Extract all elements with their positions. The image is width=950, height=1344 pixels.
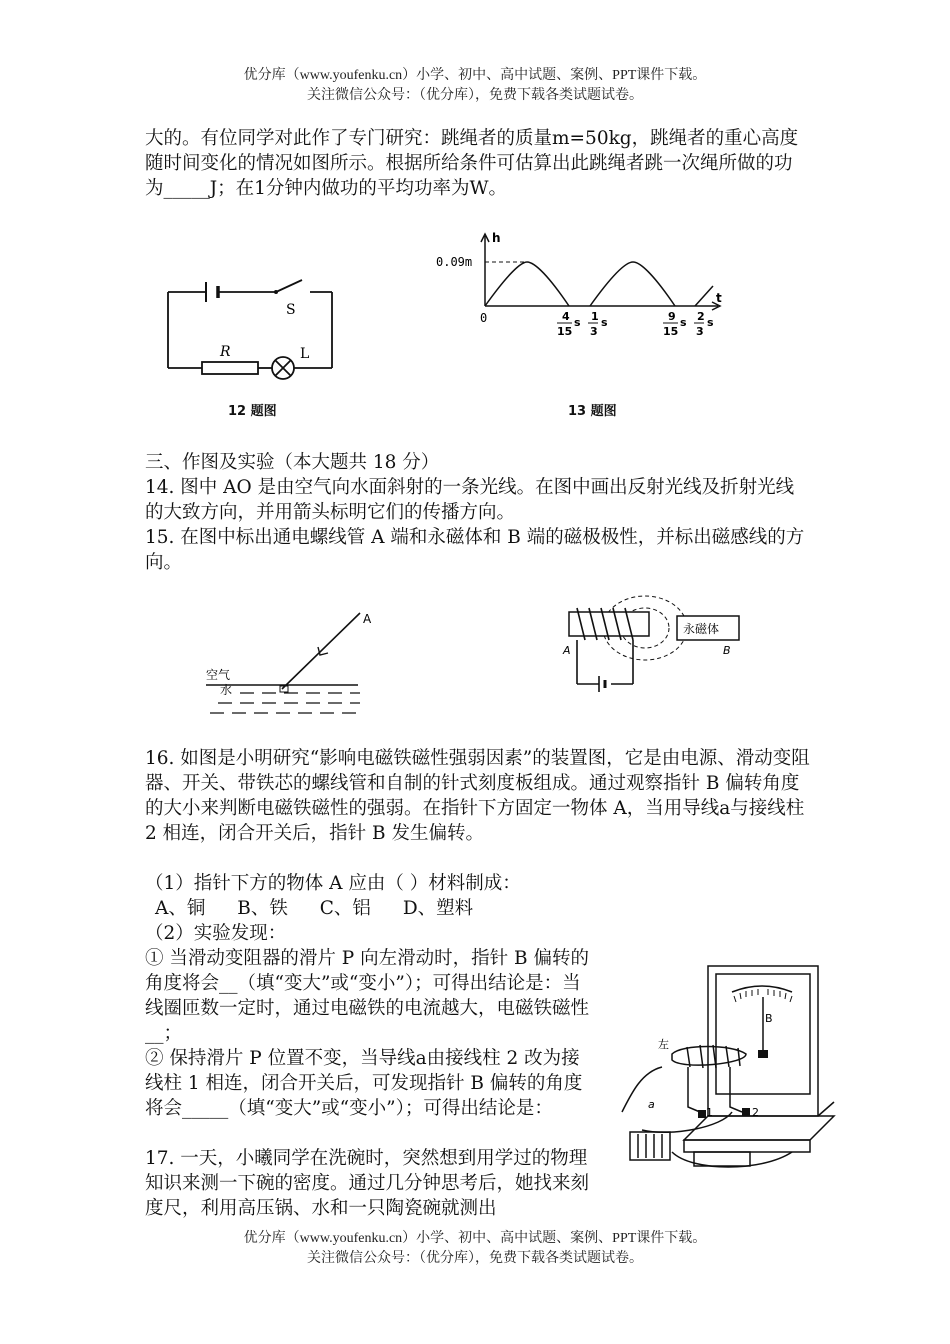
header-line-1: 优分库（www.youfenku.cn）小学、初中、高中试题、案例、PPT课件下载。	[243, 68, 707, 83]
terminal-1-label: 1	[706, 1106, 713, 1119]
section-3-title: 三、作图及实验（本大题共 18 分）	[145, 452, 440, 473]
axis-t-label: t	[716, 291, 722, 305]
tick-unit: s	[680, 316, 687, 329]
figure-14-light-ray	[200, 605, 370, 725]
figure-12-circuit	[160, 270, 345, 385]
figure-16-apparatus	[612, 962, 847, 1177]
page-header	[0, 66, 950, 106]
tick-den: 3	[696, 325, 704, 338]
footer-line-2: 关注微信公众号：（优分库），免费下载各类试题试卷。	[307, 1251, 643, 1266]
question-16-part-1: （1）指针下方的物体 A 应由（ ）材料制成：	[145, 873, 521, 894]
axis-h-label: h	[492, 231, 501, 245]
question-16-item-2: ② 保持滑片 P 位置不变，当导线a由接线柱 2 改为接线柱 1 相连，闭合开关后，可发现指针 B 偏转的角度将会_____（填“变大”或“变小”）；可得出结论是：	[145, 1048, 583, 1119]
question-16-part-2: （2）实验发现：	[145, 923, 287, 944]
figure-15-solenoid	[555, 588, 755, 723]
y-tick-label: 0.09m	[436, 255, 473, 269]
incident-ray	[282, 613, 360, 689]
tick-num: 1	[591, 310, 599, 323]
option-d: D、塑料	[402, 898, 474, 919]
label-air: 空气	[206, 668, 231, 682]
tick-unit: s	[601, 316, 608, 329]
figure-13-caption: 13 题图	[568, 404, 617, 419]
question-16-item-1: ① 当滑动变阻器的滑片 P 向左滑动时，指针 B 偏转的角度将会__（填“变大”或“变小”）；可得出结论是：当线圈匝数一定时，通过电磁铁的电流越大，电磁铁磁性__；	[145, 948, 590, 1044]
tick-9-15	[663, 310, 687, 338]
switch-label: S	[286, 302, 296, 318]
height-curve	[485, 262, 713, 306]
question-17-text: 17. 一天，小曦同学在洗碗时，突然想到用学过的物理知识来测一下碗的密度。通过几分钟思考后，她找来刻度尺，利用高压锅、水和一只陶瓷碗就测出	[145, 1148, 590, 1219]
question-15-text: 15. 在图中标出通电螺线管 A 端和永磁体和 B 端的磁极极性，并标出磁感线的方向。	[145, 527, 805, 573]
pointer-b-label: B	[765, 1012, 773, 1025]
question-16-options	[155, 896, 820, 921]
question-14-text: 14. 图中 AO 是由空气向水面斜射的一条光线。在图中画出反射光线及折射光线的大致方向，并用箭头标明它们的传播方向。	[145, 477, 795, 523]
tick-den: 15	[557, 325, 573, 338]
origin-label: 0	[480, 311, 488, 325]
tick-den: 15	[663, 325, 679, 338]
option-c: C、铝	[319, 898, 371, 919]
resistor-label: R	[220, 344, 231, 360]
tick-unit: s	[707, 316, 714, 329]
tick-4-15	[557, 310, 581, 338]
page-footer	[0, 1229, 950, 1269]
wire-a-label: a	[648, 1098, 655, 1111]
tick-2-3	[694, 310, 714, 338]
tick-num: 2	[697, 310, 705, 323]
header-line-2: 关注微信公众号：（优分库），免费下载各类试题试卷。	[307, 88, 643, 103]
tick-unit: s	[574, 316, 581, 329]
footer-line-1: 优分库（www.youfenku.cn）小学、初中、高中试题、案例、PPT课件下载。	[243, 1231, 707, 1246]
label-b: B	[723, 644, 731, 657]
label-a: A	[363, 612, 372, 626]
label-a: A	[563, 644, 571, 657]
figure-12-caption: 12 题图	[228, 404, 277, 419]
lamp-label: L	[300, 346, 310, 362]
label-water: 水	[220, 683, 233, 697]
question-16-intro: 16. 如图是小明研究“影响电磁铁磁性强弱因素”的装置图，它是由电源、滑动变阻器、开关、带铁芯的螺线管和自制的针式刻度板组成。通过观察指针 B 偏转角度的大小来判断电磁铁磁性的强弱。在指针下方固定一物体 A，当用导线a与接线柱 2 相连，闭合开关后，指针 B 发生偏转。	[145, 748, 810, 844]
tick-1-3	[588, 310, 608, 338]
tick-num: 9	[668, 310, 676, 323]
option-b: B、铁	[237, 898, 288, 919]
left-label: 左	[658, 1038, 669, 1051]
figure-13-graph	[430, 228, 730, 353]
option-a: A、铜	[155, 898, 206, 919]
terminal-2-label: 2	[752, 1106, 759, 1119]
tick-den: 3	[590, 325, 598, 338]
magnet-label: 永磁体	[683, 622, 720, 636]
tick-num: 4	[562, 310, 570, 323]
question-13-text: 大的。有位同学对此作了专门研究：跳绳者的质量m=50kg，跳绳者的重心高度随时间变化的情况如图所示。根据所给条件可估算出此跳绳者跳一次绳所做的功为_____J；在1分钟内做功的平均功率为W。	[145, 128, 799, 199]
